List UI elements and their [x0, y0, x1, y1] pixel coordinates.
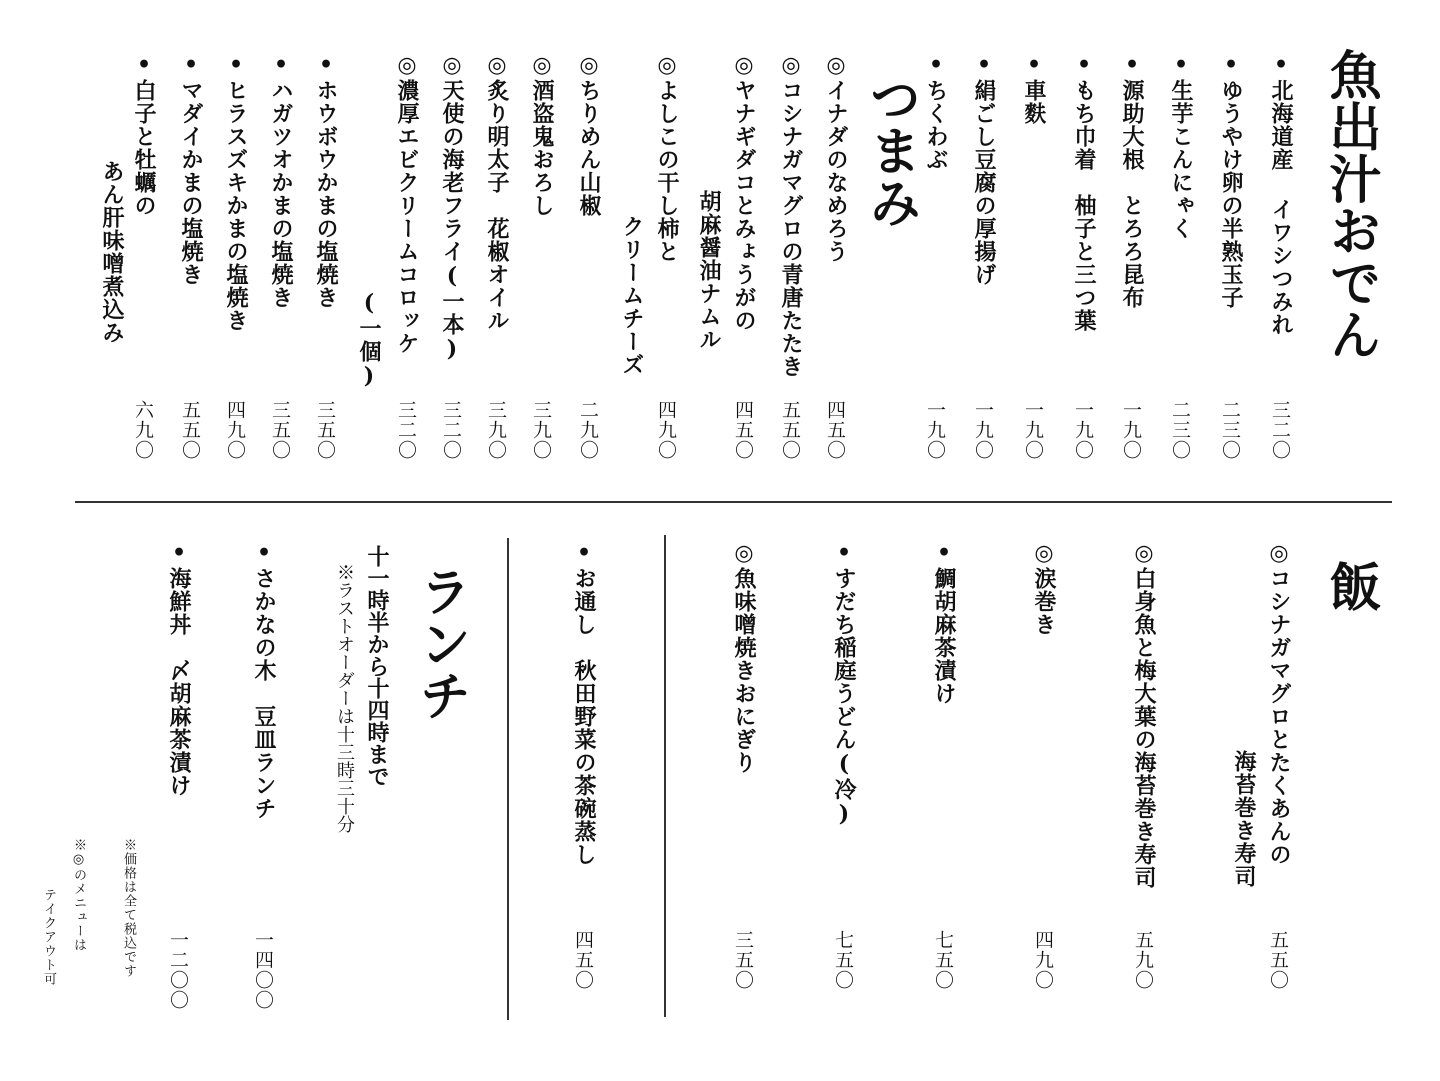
menu-item-price: 一二〇〇: [167, 930, 189, 1010]
column-divider: [664, 535, 666, 1017]
menu-item-name: 天使の海老フライ(一本): [439, 79, 465, 363]
menu-item-name: ヒラスズキかまの塩焼き: [223, 79, 249, 332]
menu-item: [833, 540, 855, 828]
menu-item-price: 三九〇: [530, 400, 552, 460]
lunch-hours: 十一時半から十四時まで: [364, 545, 390, 787]
menu-item: [733, 540, 755, 774]
menu-item: [656, 52, 678, 263]
menu-item: [1121, 52, 1143, 309]
menu-item-price: 一九〇: [1072, 400, 1094, 460]
menu-item-name: 涙巻き: [1031, 567, 1057, 636]
takeout-mark-icon: ◎: [1266, 540, 1292, 567]
menu-item-price: 四九〇: [1032, 930, 1054, 990]
menu-item: [573, 540, 595, 866]
menu-item-price: 五九〇: [1132, 930, 1154, 990]
menu-item: [253, 540, 275, 820]
menu-item-name-continued: クリームチーズ: [619, 215, 645, 376]
lunch-title: ランチ: [410, 565, 471, 721]
tsumami-title: つまみ: [860, 72, 921, 228]
menu-item-name: コシナガマグロとたくあんの: [1266, 567, 1292, 866]
menu-item: [1270, 52, 1292, 336]
menu-item-name-continued: 海苔巻き寿司: [1231, 750, 1257, 888]
menu-item-name: コシナガマグロの青唐たたき: [778, 79, 804, 378]
menu-item-name: ちりめん山椒: [576, 79, 602, 217]
menu-item: [973, 52, 995, 286]
menu-item-price: 四九〇: [224, 400, 246, 460]
menu-item-name: ゆうやけ卵の半熟玉子: [1218, 79, 1244, 309]
bullet-icon: •: [931, 540, 957, 567]
takeout-mark-icon: ◎: [823, 52, 849, 79]
takeout-mark-icon: ◎: [529, 52, 555, 79]
menu-item-price: 一九〇: [1120, 400, 1142, 460]
takeout-mark-icon: ◎: [576, 52, 602, 79]
menu-item-price: 五五〇: [779, 400, 801, 460]
menu-item-price: 四五〇: [732, 400, 754, 460]
bullet-icon: •: [1168, 52, 1194, 79]
menu-item-price: 七五〇: [832, 930, 854, 990]
bullet-icon: •: [1021, 52, 1047, 79]
menu-item: [1268, 540, 1290, 866]
menu-item: [180, 52, 202, 286]
menu-item-name-continued: あん肝味噌煮込み: [99, 160, 125, 344]
menu-item-price: 三二〇: [1269, 400, 1291, 460]
bullet-icon: •: [971, 52, 997, 79]
menu-item-name: 酒盗鬼おろし: [529, 79, 555, 217]
bullet-icon: •: [166, 540, 192, 567]
menu-item: [825, 52, 847, 263]
takeout-mark-icon: ◎: [394, 52, 420, 79]
menu-item: [133, 52, 155, 217]
menu-item: [933, 540, 955, 705]
menu-item-price: 五五〇: [1267, 930, 1289, 990]
menu-item-name: もち巾着 柚子と三つ葉: [1071, 79, 1097, 332]
bullet-icon: •: [313, 52, 339, 79]
menu-item-price: 四五〇: [824, 400, 846, 460]
bullet-icon: •: [178, 52, 204, 79]
menu-item-name: 鯛胡麻茶漬け: [931, 567, 957, 705]
takeout-mark-icon: ◎: [731, 540, 757, 567]
menu-item-price: 三五〇: [732, 930, 754, 990]
bullet-icon: •: [571, 540, 597, 567]
oden-title: 魚出汁おでん: [1320, 48, 1381, 360]
menu-item-price: 一九〇: [924, 400, 946, 460]
menu-item-name: お通し 秋田野菜の茶碗蒸し: [571, 567, 597, 866]
menu-item-price: 二三〇: [1219, 400, 1241, 460]
menu-item-price: 六九〇: [132, 400, 154, 460]
menu-item-name: 魚味噌焼きおにぎり: [731, 567, 757, 774]
menu-item-price: 七五〇: [932, 930, 954, 990]
menu-item-name: 炙り明太子 花椒オイル: [484, 79, 510, 332]
menu-item-name: マダイかまの塩焼き: [178, 79, 204, 286]
menu-item: [780, 52, 802, 378]
menu-item-price: 一四〇〇: [252, 930, 274, 1010]
menu-item-price: 五五〇: [179, 400, 201, 460]
menu-item-name: 北海道産 イワシつみれ: [1268, 79, 1294, 336]
note-takeout: ※◎のメニューは: [71, 838, 86, 952]
bullet-icon: •: [131, 52, 157, 79]
menu-item-price: 一九〇: [1022, 400, 1044, 460]
menu-item-name: 海鮮丼 〆胡麻茶漬け: [166, 567, 192, 797]
bullet-icon: •: [923, 52, 949, 79]
menu-item-price: 一九〇: [972, 400, 994, 460]
section-divider: [75, 501, 1392, 503]
menu-item-price: 三二〇: [395, 400, 417, 460]
menu-item-price: 二九〇: [577, 400, 599, 460]
bullet-icon: •: [1119, 52, 1145, 79]
menu-item-price: 四五〇: [572, 930, 594, 990]
bullet-icon: •: [1071, 52, 1097, 79]
menu-item-name: イナダのなめろう: [823, 79, 849, 263]
column-divider: [507, 538, 509, 1020]
menu-item: [441, 52, 463, 363]
menu-item: [1170, 52, 1192, 240]
menu-item-name: 絹ごし豆腐の厚揚げ: [971, 79, 997, 286]
menu-item-name: ちくわぶ: [923, 79, 949, 171]
bullet-icon: •: [831, 540, 857, 567]
menu-item-name: ヤナギダコとみょうがの: [731, 79, 757, 332]
menu-item-name: よしこの干し柿と: [654, 79, 680, 263]
menu-item-name: 源助大根 とろろ昆布: [1119, 79, 1145, 309]
menu-item: [531, 52, 553, 217]
bullet-icon: •: [1218, 52, 1244, 79]
menu-item-name: 白子と牡蠣の: [131, 79, 157, 217]
note-takeout-2: テイクアウト可: [41, 888, 56, 986]
menu-item-name: さかなの木 豆皿ランチ: [251, 567, 277, 820]
note-tax: ※価格は全て税込です: [121, 838, 136, 978]
takeout-mark-icon: ◎: [1031, 540, 1057, 567]
takeout-mark-icon: ◎: [654, 52, 680, 79]
menu-item: [1073, 52, 1095, 332]
menu-item: [168, 540, 190, 797]
menu-item-price: 四九〇: [655, 400, 677, 460]
bullet-icon: •: [268, 52, 294, 79]
menu-item-name: ハガツオかまの塩焼き: [268, 79, 294, 309]
menu-item-name-continued: (一個): [356, 290, 382, 390]
menu-item-price: 三五〇: [314, 400, 336, 460]
menu-item: [578, 52, 600, 217]
menu-item-price: 三五〇: [269, 400, 291, 460]
menu-item-name: 濃厚エビクリームコロッケ: [394, 79, 420, 355]
takeout-mark-icon: ◎: [439, 52, 465, 79]
menu-item: [1023, 52, 1045, 125]
menu-item-name: 車麩: [1021, 79, 1047, 125]
takeout-mark-icon: ◎: [1131, 540, 1157, 567]
bullet-icon: •: [251, 540, 277, 567]
menu-item: [1133, 540, 1155, 889]
bullet-icon: •: [1268, 52, 1294, 79]
menu-item: [315, 52, 337, 309]
menu-item: [270, 52, 292, 309]
menu-item-name: ホウボウかまの塩焼き: [313, 79, 339, 309]
menu-item-name: 白身魚と梅大葉の海苔巻き寿司: [1131, 567, 1157, 889]
menu-item: [1033, 540, 1055, 636]
menu-item-price: 三二〇: [440, 400, 462, 460]
menu-item-name-continued: 胡麻醤油ナムル: [696, 190, 722, 351]
takeout-mark-icon: ◎: [731, 52, 757, 79]
takeout-mark-icon: ◎: [484, 52, 510, 79]
menu-item: [925, 52, 947, 171]
menu-item-price: 三九〇: [485, 400, 507, 460]
menu-item: [733, 52, 755, 332]
lunch-last-order: ※ラストオーダーは十三時三十分: [334, 563, 355, 833]
menu-item-name: すだち稲庭うどん(冷): [831, 567, 857, 828]
menu-item: [396, 52, 418, 355]
menu-item: [486, 52, 508, 332]
meshi-title: 飯: [1320, 560, 1381, 612]
takeout-mark-icon: ◎: [778, 52, 804, 79]
bullet-icon: •: [223, 52, 249, 79]
menu-item: [225, 52, 247, 332]
menu-item: [1220, 52, 1242, 309]
menu-item-price: 二三〇: [1169, 400, 1191, 460]
menu-item-name: 生芋こんにゃく: [1168, 79, 1194, 240]
